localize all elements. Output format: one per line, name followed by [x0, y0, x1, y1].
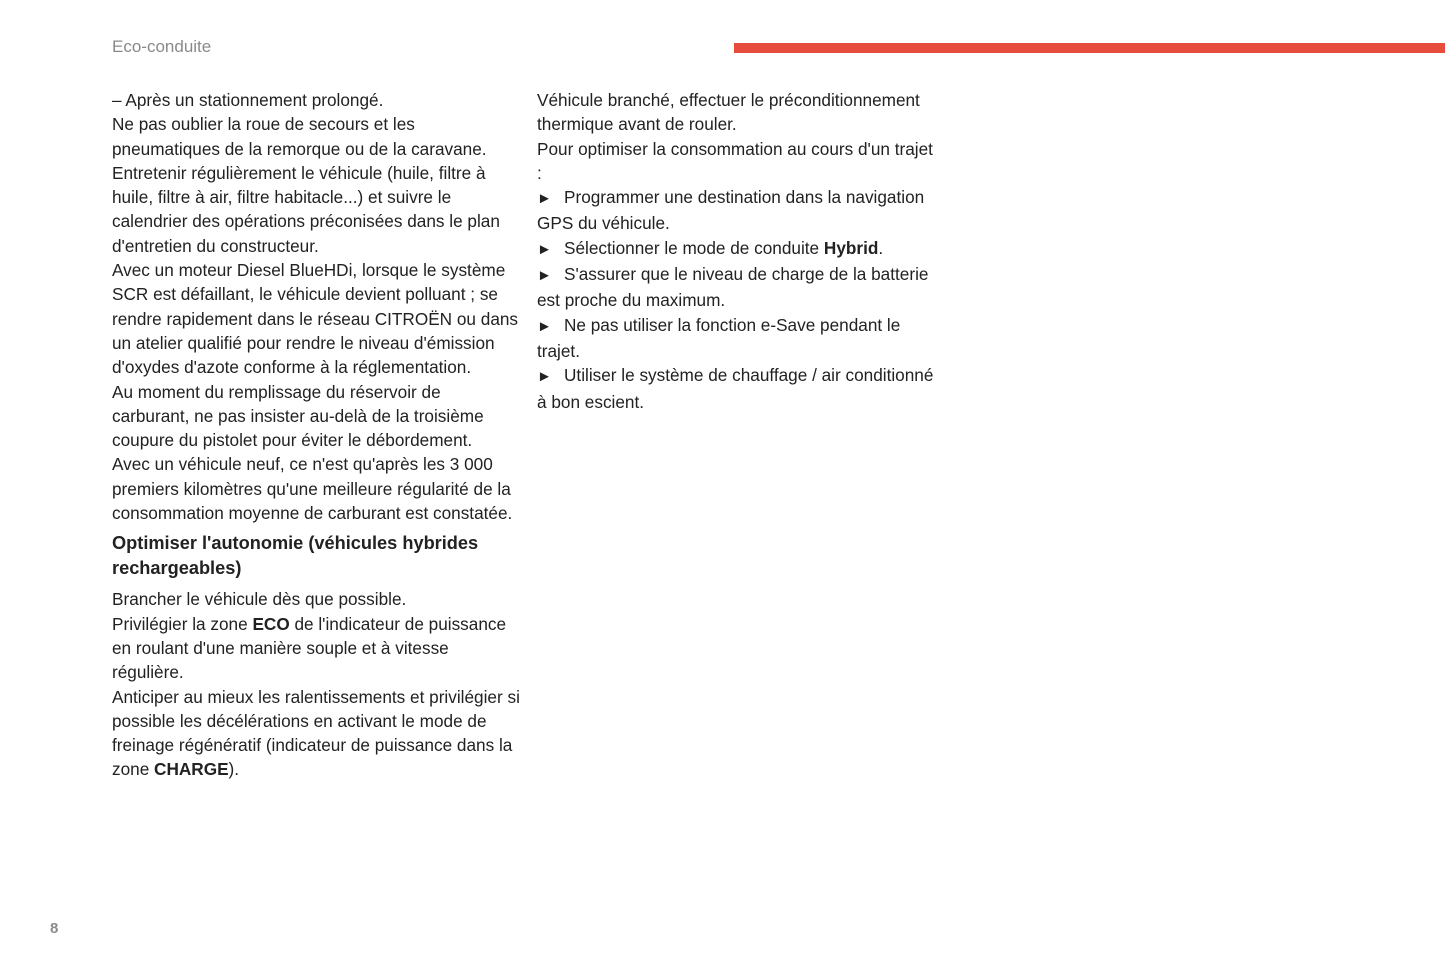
paragraph: Pour optimiser la consommation au cours d'un trajet :	[537, 138, 933, 183]
paragraph: Ne pas oublier la roue de secours et les pneumatiques de la remorque ou de la caravane.	[112, 114, 487, 159]
text-run: .	[878, 237, 884, 258]
paragraph: – Après un stationnement prolongé.	[112, 90, 384, 110]
bullet-text: Programmer une destination dans la navigation GPS du véhicule.	[537, 187, 925, 234]
bullet-text: Ne pas utiliser la fonction e-Save pendant le trajet.	[537, 314, 901, 361]
paragraph: Avec un véhicule neuf, ce n'est qu'après les 3 000 premiers kilomètres qu'une meilleure régularité de la consommation moyenne de carburant est constatée.	[112, 454, 513, 524]
paragraph: Véhicule branché, effectuer le préconditionnement thermique avant de rouler.	[537, 90, 920, 135]
left-column	[112, 88, 522, 782]
section-title: Eco-conduite	[112, 37, 212, 56]
bullet-item	[537, 185, 937, 236]
bullet-arrow-icon: ►	[537, 190, 552, 208]
paragraph	[112, 685, 522, 782]
bullet-arrow-icon: ►	[537, 240, 552, 258]
bullet-item	[537, 313, 937, 364]
paragraph	[112, 612, 522, 685]
bullet-arrow-icon: ►	[537, 368, 552, 386]
bullet-text: Sélectionner le mode de conduite	[564, 237, 824, 258]
bullet-arrow-icon: ►	[537, 267, 552, 285]
paragraph: Entretenir régulièrement le véhicule (huile, filtre à huile, filtre à air, filtre habitacle...) et suivre le calendrier des opérations préconisées dans le plan d'entretien du constructeur.	[112, 162, 500, 256]
right-column	[537, 88, 937, 414]
paragraph: Brancher le véhicule dès que possible.	[112, 589, 407, 610]
bold-term-eco: ECO	[252, 613, 290, 634]
bold-term-charge: CHARGE	[154, 759, 229, 780]
text-run: Privilégier la zone	[112, 613, 253, 634]
text-run: de l'indicateur de puissance en roulant d'une manière souple et à vitesse régulière.	[112, 613, 507, 683]
section-heading: Optimiser l'autonomie (véhicules hybrides rechargeables)	[112, 533, 479, 578]
bold-term-hybrid: Hybrid	[823, 237, 879, 258]
header-accent-bar	[734, 43, 1445, 53]
paragraph: Au moment du remplissage du réservoir de carburant, ne pas insister au-delà de la troisième coupure du pistolet pour éviter le débordement.	[112, 381, 484, 451]
text-run: ).	[228, 759, 240, 780]
bullet-text: Utiliser le système de chauffage / air conditionné à bon escient.	[537, 365, 934, 412]
bullet-item	[537, 236, 937, 262]
bullet-arrow-icon: ►	[537, 317, 552, 335]
text-run: Anticiper au mieux les ralentissements et privilégier si possible les décélérations en activant le mode de freinage régénératif (indicateur de puissance dans la zone	[112, 686, 520, 780]
bullet-item	[537, 363, 937, 414]
bullet-item	[537, 262, 937, 313]
page-number: 8	[50, 920, 59, 937]
bullet-text: S'assurer que le niveau de charge de la batterie est proche du maximum.	[537, 264, 929, 311]
paragraph: Avec un moteur Diesel BlueHDi, lorsque le système SCR est défaillant, le véhicule devient polluant ; se rendre rapidement dans le réseau CITROËN ou dans un atelier qualifié pour rendre le niveau d'émission d'oxydes d'azote conforme à la réglementation.	[112, 260, 519, 378]
